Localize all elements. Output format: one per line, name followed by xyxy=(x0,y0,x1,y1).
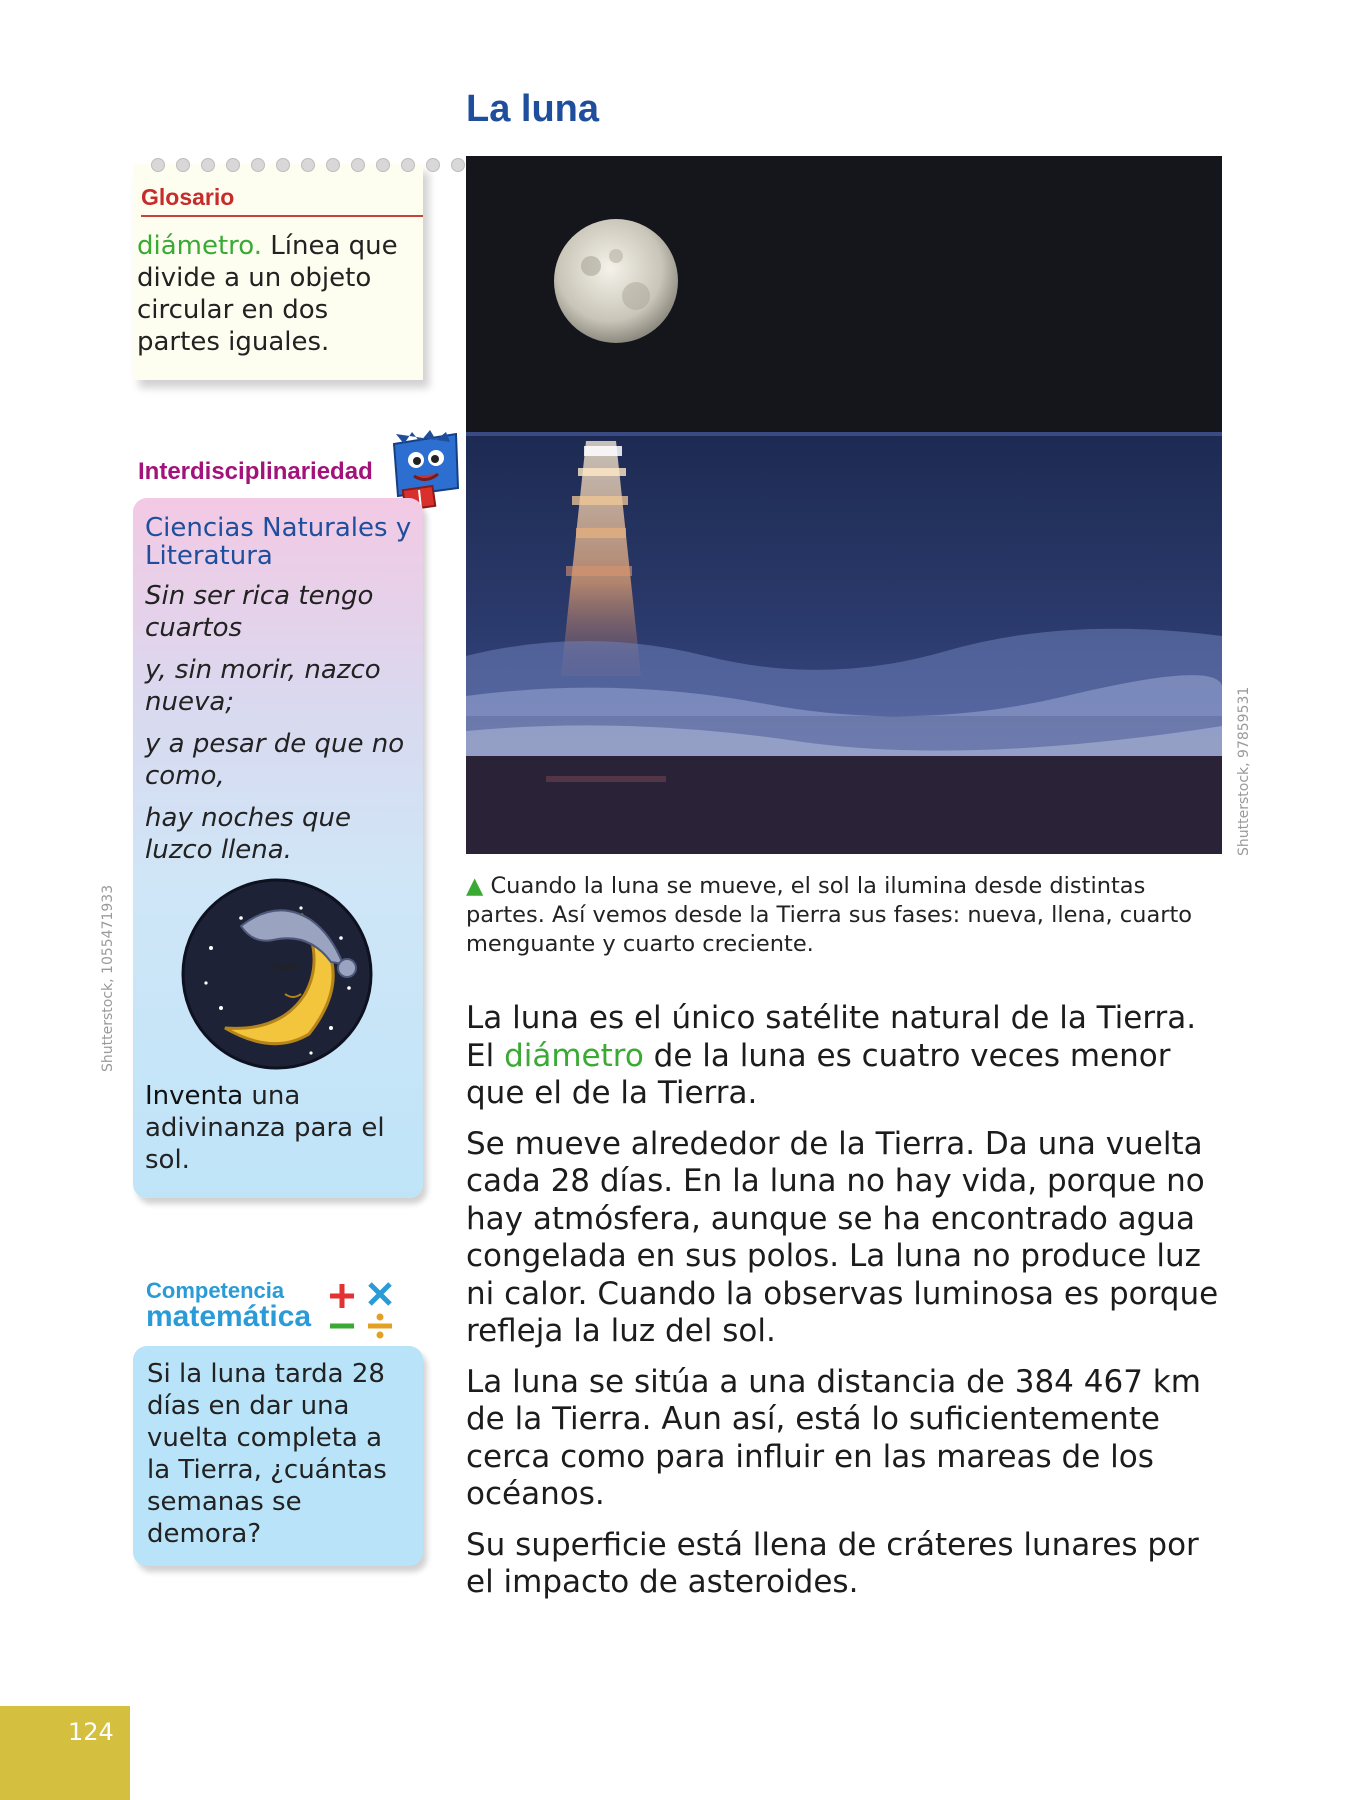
paragraph-1 xyxy=(466,1000,1226,1113)
math-competence-box xyxy=(133,1346,423,1566)
glossary-definition xyxy=(137,230,415,358)
task-bold: Inventa xyxy=(145,1081,244,1111)
page-number-tab xyxy=(0,1706,130,1800)
glossary-card xyxy=(133,164,423,380)
poem-line: hay noches que luzco llena. xyxy=(145,803,352,865)
math-operations-icon xyxy=(328,1276,398,1346)
interdisciplinary-subtitle: Ciencias Naturales y Literatura xyxy=(145,513,412,571)
illustration-credit: Shutterstock, 1055471933 xyxy=(100,884,116,1072)
glossary-term: diámetro. xyxy=(137,231,263,261)
paragraph-3: La luna se sitúa a una distancia de 384 467 km de la Tierra. Aun así, está lo suficientemente cerca como para influir en las mareas de los océanos. xyxy=(466,1363,1201,1512)
poem-line: y a pesar de que no como, xyxy=(145,729,405,791)
riddle-task xyxy=(145,1080,415,1176)
paragraph-1-end: de la luna es cuatro veces menor que el de la Tierra. xyxy=(466,1037,1171,1111)
task-rest: una adivinanza para el sol. xyxy=(145,1081,385,1175)
paragraph-1-start: La luna es el único satélite natural de la Tierra. El xyxy=(466,1000,1197,1074)
glossary-heading: Glosario xyxy=(141,184,423,217)
glossary-definition-text: Línea que divide a un objeto circular en dos partes iguales. xyxy=(137,231,398,357)
spiral-binding xyxy=(151,158,465,172)
paragraph-2: Se mueve alrededor de la Tierra. Da una vuelta cada 28 días. En la luna no hay vida, porque no hay atmósfera, aunque se ha encontrado agua congelada en sus polos. La luna no produce luz ni calor. Cuando la observas luminosa es porque refleja la luz del sol. xyxy=(466,1125,1219,1349)
poem-line: Sin ser rica tengo cuartos xyxy=(145,581,374,643)
body-text xyxy=(466,1000,1226,1615)
photo-caption xyxy=(466,872,1222,959)
interdisciplinary-label: Interdisciplinariedad xyxy=(138,458,373,485)
triangle-icon: ▲ xyxy=(466,873,484,899)
caption-text: Cuando la luna se mueve, el sol la ilumina desde distintas partes. Así vemos desde la Tierra sus fases: nueva, llena, cuarto menguante y cuarto creciente. xyxy=(466,873,1193,957)
moon-over-sea-photo xyxy=(466,156,1222,854)
math-question: Si la luna tarda 28 días en dar una vuelta completa a la Tierra, ¿cuántas semanas se demora? xyxy=(147,1359,387,1549)
diameter-term: diámetro xyxy=(504,1037,644,1074)
sleeping-moon-illustration xyxy=(181,878,373,1070)
photo-credit: Shutterstock, 97859531 xyxy=(1236,686,1252,856)
interdisciplinary-box xyxy=(133,498,423,1198)
riddle-poem xyxy=(145,580,415,876)
page-number: 124 xyxy=(68,1718,114,1746)
math-competence-label-1: Competencia xyxy=(146,1278,285,1303)
poem-line: y, sin morir, nazco nueva; xyxy=(145,655,381,717)
paragraph-4: Su superficie está llena de cráteres lunares por el impacto de asteroides. xyxy=(466,1526,1199,1600)
page-title: La luna xyxy=(466,88,600,130)
math-competence-label-2: matemática xyxy=(146,1300,312,1333)
